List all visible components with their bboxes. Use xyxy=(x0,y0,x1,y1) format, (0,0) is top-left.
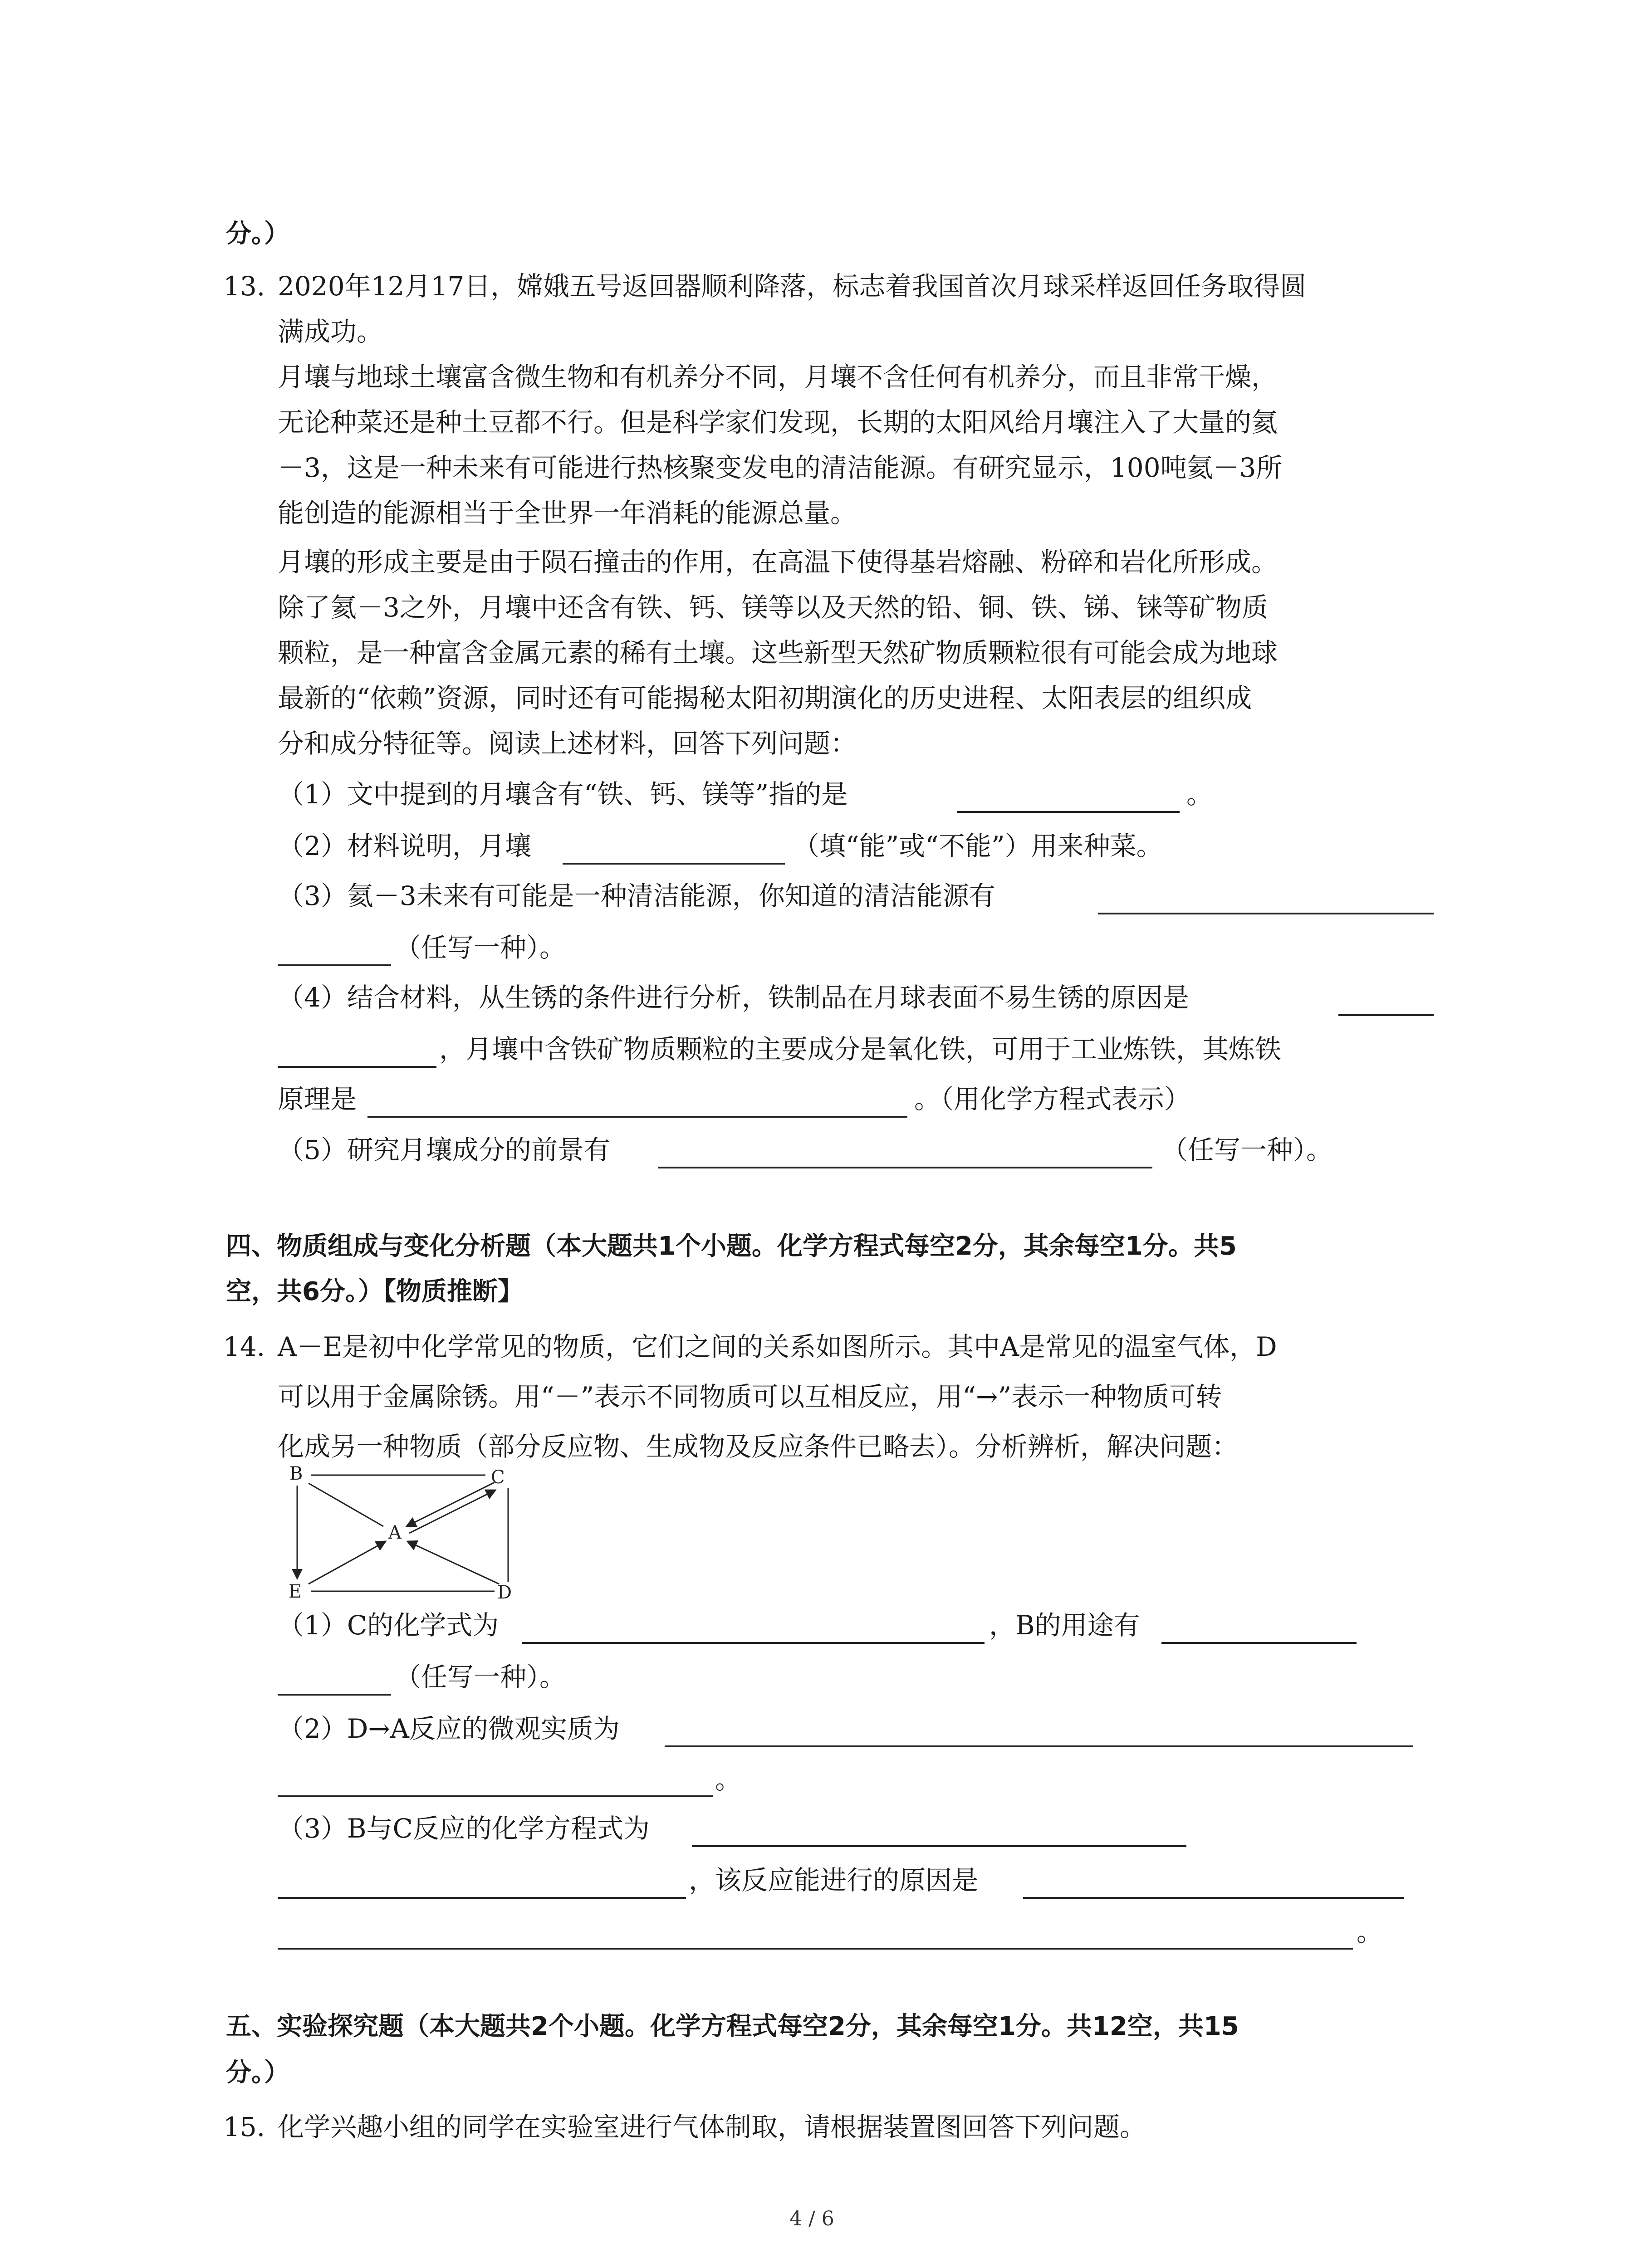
sub-question-3-mid: ，该反应能进行的原因是 xyxy=(689,1865,979,1896)
answer-blank[interactable] xyxy=(1338,1014,1434,1016)
question-text-line: 无论种菜还是种土豆都不行。但是科学家们发现，长期的太阳风给月壤注入了大量的氦 xyxy=(278,407,1278,438)
sub-question-5: （5）研究月壤成分的前景有 xyxy=(278,1134,610,1165)
question-text-line: 颗粒，是一种富含金属元素的稀有土壤。这些新型天然矿物质颗粒很有可能会成为地球 xyxy=(278,637,1278,668)
sub-question-2: （2）材料说明，月壤 xyxy=(278,831,531,861)
question-number: 14. xyxy=(223,1331,265,1362)
line-b-a xyxy=(309,1483,383,1526)
answer-blank[interactable] xyxy=(278,1897,686,1899)
question-text-line: A－E是初中化学常见的物质，它们之间的关系如图所示。其中A是常见的温室气体，D xyxy=(278,1331,1277,1362)
sub-question-1-end: （任写一种）。 xyxy=(395,1662,566,1692)
sub-question-3-end: （任写一种）。 xyxy=(395,932,566,963)
answer-blank[interactable] xyxy=(278,964,391,966)
sub-question-2-end: （填“能”或“不能”）用来种菜。 xyxy=(793,831,1163,861)
section-5-header-line2: 分。） xyxy=(226,2058,289,2087)
answer-blank[interactable] xyxy=(522,1642,985,1644)
question-text-line: 最新的“依赖”资源，同时还有可能揭秘太阳初期演化的历史进程、太阳表层的组织成 xyxy=(278,683,1252,714)
question-text-line: 可以用于金属除锈。用“－”表示不同物质可以互相反应，用“→”表示一种物质可转 xyxy=(278,1381,1222,1412)
answer-blank[interactable] xyxy=(1098,913,1434,914)
sub-question-4: （4）结合材料，从生锈的条件进行分析，铁制品在月球表面不易生锈的原因是 xyxy=(278,982,1189,1013)
question-text-line: 除了氦－3之外，月壤中还含有铁、钙、镁等以及天然的铅、铜、铁、锑、铼等矿物质 xyxy=(278,592,1268,623)
sub-question-1: （1）文中提到的月壤含有“铁、钙、镁等”指的是 xyxy=(278,779,848,810)
sub-question-1-mid: ，B的用途有 xyxy=(989,1610,1140,1641)
question-number: 13. xyxy=(223,271,265,302)
answer-blank[interactable] xyxy=(367,1116,907,1118)
sub-question-5-end: （任写一种）。 xyxy=(1161,1134,1333,1165)
sub-question-2-end: 。 xyxy=(715,1764,742,1795)
arrow-a-c xyxy=(409,1490,495,1533)
question-text-line: 月壤的形成主要是由于陨石撞击的作用，在高温下使得基岩熔融、粉碎和岩化所形成。 xyxy=(278,547,1278,577)
sub-question-4-line3: 原理是 xyxy=(278,1084,357,1114)
question-text-line: 分和成分特征等。阅读上述材料，回答下列问题： xyxy=(278,728,857,759)
answer-blank[interactable] xyxy=(563,863,785,865)
arrow-e-a xyxy=(309,1541,386,1584)
question-number: 15. xyxy=(223,2112,265,2142)
answer-blank[interactable] xyxy=(1161,1642,1357,1644)
arrow-c-a xyxy=(407,1482,495,1526)
answer-blank[interactable] xyxy=(1023,1897,1404,1899)
section-4-header: 四、物质组成与变化分析题（本大题共1个小题。化学方程式每空2分，其余每空1分。共5 xyxy=(226,1232,1237,1261)
sub-question-1-end: 。 xyxy=(1186,779,1213,810)
substance-relation-diagram xyxy=(272,1465,526,1601)
answer-blank[interactable] xyxy=(658,1167,1152,1168)
answer-blank[interactable] xyxy=(278,1066,436,1068)
section-4-header-line2: 空，共6分。）【物质推断】 xyxy=(226,1277,523,1306)
question-text-line: 能创造的能源相当于全世界一年消耗的能源总量。 xyxy=(278,498,857,528)
question-text-line: 化学兴趣小组的同学在实验室进行气体制取，请根据装置图回答下列问题。 xyxy=(278,2112,1146,2142)
section-5-header: 五、实验探究题（本大题共2个小题。化学方程式每空2分，其余每空1分。共12空，共15 xyxy=(226,2012,1239,2041)
answer-blank[interactable] xyxy=(692,1845,1186,1847)
sub-question-2: （2）D→A反应的微观实质为 xyxy=(278,1713,620,1744)
sub-question-4-end: 。（用化学方程式表示） xyxy=(914,1084,1191,1114)
node-d: D xyxy=(497,1582,512,1601)
node-c: C xyxy=(491,1467,505,1488)
sub-question-3-end: 。 xyxy=(1357,1916,1383,1947)
arrow-d-a xyxy=(407,1541,499,1584)
question-text-line: 月壤与地球土壤富含微生物和有机养分不同，月壤不含任何有机养分，而且非常干燥， xyxy=(278,362,1278,392)
node-b: B xyxy=(289,1465,303,1484)
answer-blank[interactable] xyxy=(278,1948,1353,1950)
question-text-line: 2020年12月17日，嫦娥五号返回器顺利降落，标志着我国首次月球采样返回任务取得圆 xyxy=(278,271,1307,302)
sub-question-3: （3）B与C反应的化学方程式为 xyxy=(278,1813,650,1844)
answer-blank[interactable] xyxy=(278,1694,391,1696)
node-a: A xyxy=(388,1522,402,1543)
node-e: E xyxy=(289,1581,302,1601)
sub-question-3: （3）氦－3未来有可能是一种清洁能源，你知道的清洁能源有 xyxy=(278,880,995,911)
question-text-line: －3，这是一种未来有可能进行热核聚变发电的清洁能源。有研究显示，100吨氦－3所 xyxy=(278,452,1283,483)
question-text-line: 满成功。 xyxy=(278,316,383,347)
section-header-fragment: 分。） xyxy=(226,219,289,249)
answer-blank[interactable] xyxy=(665,1745,1413,1747)
question-text-line: 化成另一种物质（部分反应物、生成物及反应条件已略去）。分析辨析，解决问题： xyxy=(278,1431,1239,1462)
answer-blank[interactable] xyxy=(957,811,1180,813)
answer-blank[interactable] xyxy=(278,1795,713,1797)
sub-question-4-cont: ，月壤中含铁矿物质颗粒的主要成分是氧化铁，可用于工业炼铁，其炼铁 xyxy=(439,1034,1282,1065)
page-number: 4 / 6 xyxy=(789,2207,834,2230)
sub-question-1: （1）C的化学式为 xyxy=(278,1610,499,1641)
